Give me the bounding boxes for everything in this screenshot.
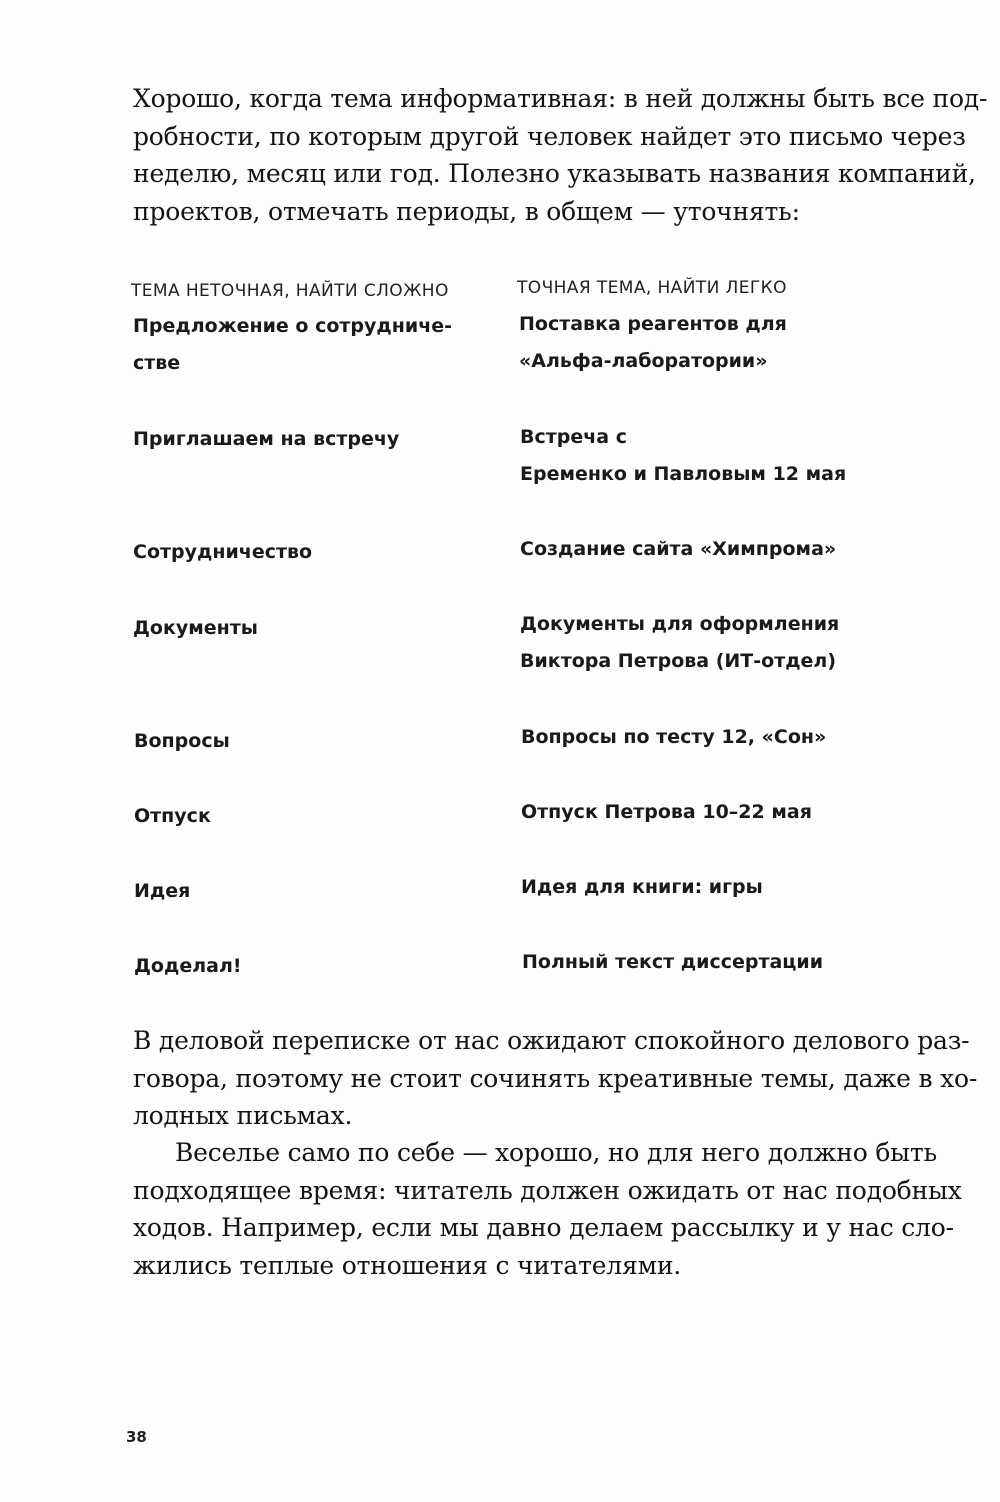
inexact-subject-cell [133, 610, 258, 647]
cell-line: Отпуск [134, 805, 211, 827]
paragraph-line: робности, по которым другой человек найдет это письмо через [133, 121, 966, 151]
cell-line: Предложение о сотрудниче- [133, 315, 453, 337]
closing-paragraph [133, 1022, 978, 1135]
paragraph-line: Хорошо, когда тема информативная: в ней должны быть все под- [133, 84, 988, 113]
cell-line: Вопросы [134, 730, 230, 752]
inexact-subject-cell [133, 421, 399, 458]
cell-line: Доделал! [134, 955, 242, 977]
inexact-subject-cell [133, 308, 452, 382]
paragraph-line: неделю, месяц или год. Полезно указывать названия компаний, [133, 159, 976, 188]
paragraph-line: лодных письмах. [133, 1101, 353, 1130]
intro-paragraph [133, 80, 988, 230]
cell-line: Документы для оформления [520, 613, 840, 635]
cell-line: Поставка реагентов для [519, 313, 787, 335]
cell-line: Виктора Петрова (ИТ-отдел) [520, 650, 837, 672]
paragraph-line: В деловой переписке от нас ожидают спокойного делового раз- [133, 1026, 970, 1055]
cell-line: стве [133, 352, 181, 374]
column-header-inexact: ТЕМА НЕТОЧНАЯ, НАЙТИ СЛОЖНО [131, 281, 449, 301]
cell-line: Сотрудничество [133, 541, 313, 563]
cell-line: Вопросы по тесту 12, «Сон» [521, 726, 827, 748]
paragraph-line: подходящее время: читатель должен ожидать от нас подобных [133, 1175, 962, 1205]
exact-subject-cell [520, 606, 839, 680]
page-number: 38 [126, 1428, 147, 1446]
inexact-subject-cell [134, 798, 211, 835]
cell-line: «Альфа-лаборатории» [519, 350, 768, 372]
exact-subject-cell [522, 944, 823, 981]
exact-subject-cell [521, 794, 812, 831]
paragraph-line: ходов. Например, если мы давно делаем рассылку и у нас сло- [133, 1213, 954, 1242]
paragraph-line: жились теплые отношения с читателями. [133, 1250, 682, 1280]
cell-line: Полный текст диссертации [522, 951, 824, 973]
inexact-subject-cell [133, 534, 312, 571]
cell-line: Документы [133, 617, 258, 639]
closing-paragraph [133, 1134, 962, 1284]
cell-line: Еременко и Павловым 12 мая [520, 463, 847, 485]
paragraph-line: проектов, отмечать периоды, в общем — уточнять: [133, 196, 800, 226]
exact-subject-cell [521, 869, 763, 906]
cell-line: Идея [134, 880, 191, 902]
cell-line: Встреча с [520, 426, 627, 448]
cell-line: Приглашаем на встречу [133, 428, 400, 450]
inexact-subject-cell [134, 723, 230, 760]
cell-line: Отпуск Петрова 10–22 мая [521, 801, 812, 823]
exact-subject-cell [520, 531, 836, 568]
cell-line: Создание сайта «Химпрома» [520, 538, 837, 560]
exact-subject-cell [519, 306, 787, 380]
exact-subject-cell [520, 419, 846, 493]
paragraph-line: говора, поэтому не стоит сочинять креативные темы, даже в хо- [133, 1063, 978, 1093]
exact-subject-cell [521, 719, 826, 756]
paragraph-line: Веселье само по себе — хорошо, но для него должно быть [175, 1138, 937, 1167]
inexact-subject-cell [134, 948, 242, 985]
inexact-subject-cell [134, 873, 190, 910]
cell-line: Идея для книги: игры [521, 876, 763, 898]
column-header-exact: ТОЧНАЯ ТЕМА, НАЙТИ ЛЕГКО [517, 278, 787, 298]
